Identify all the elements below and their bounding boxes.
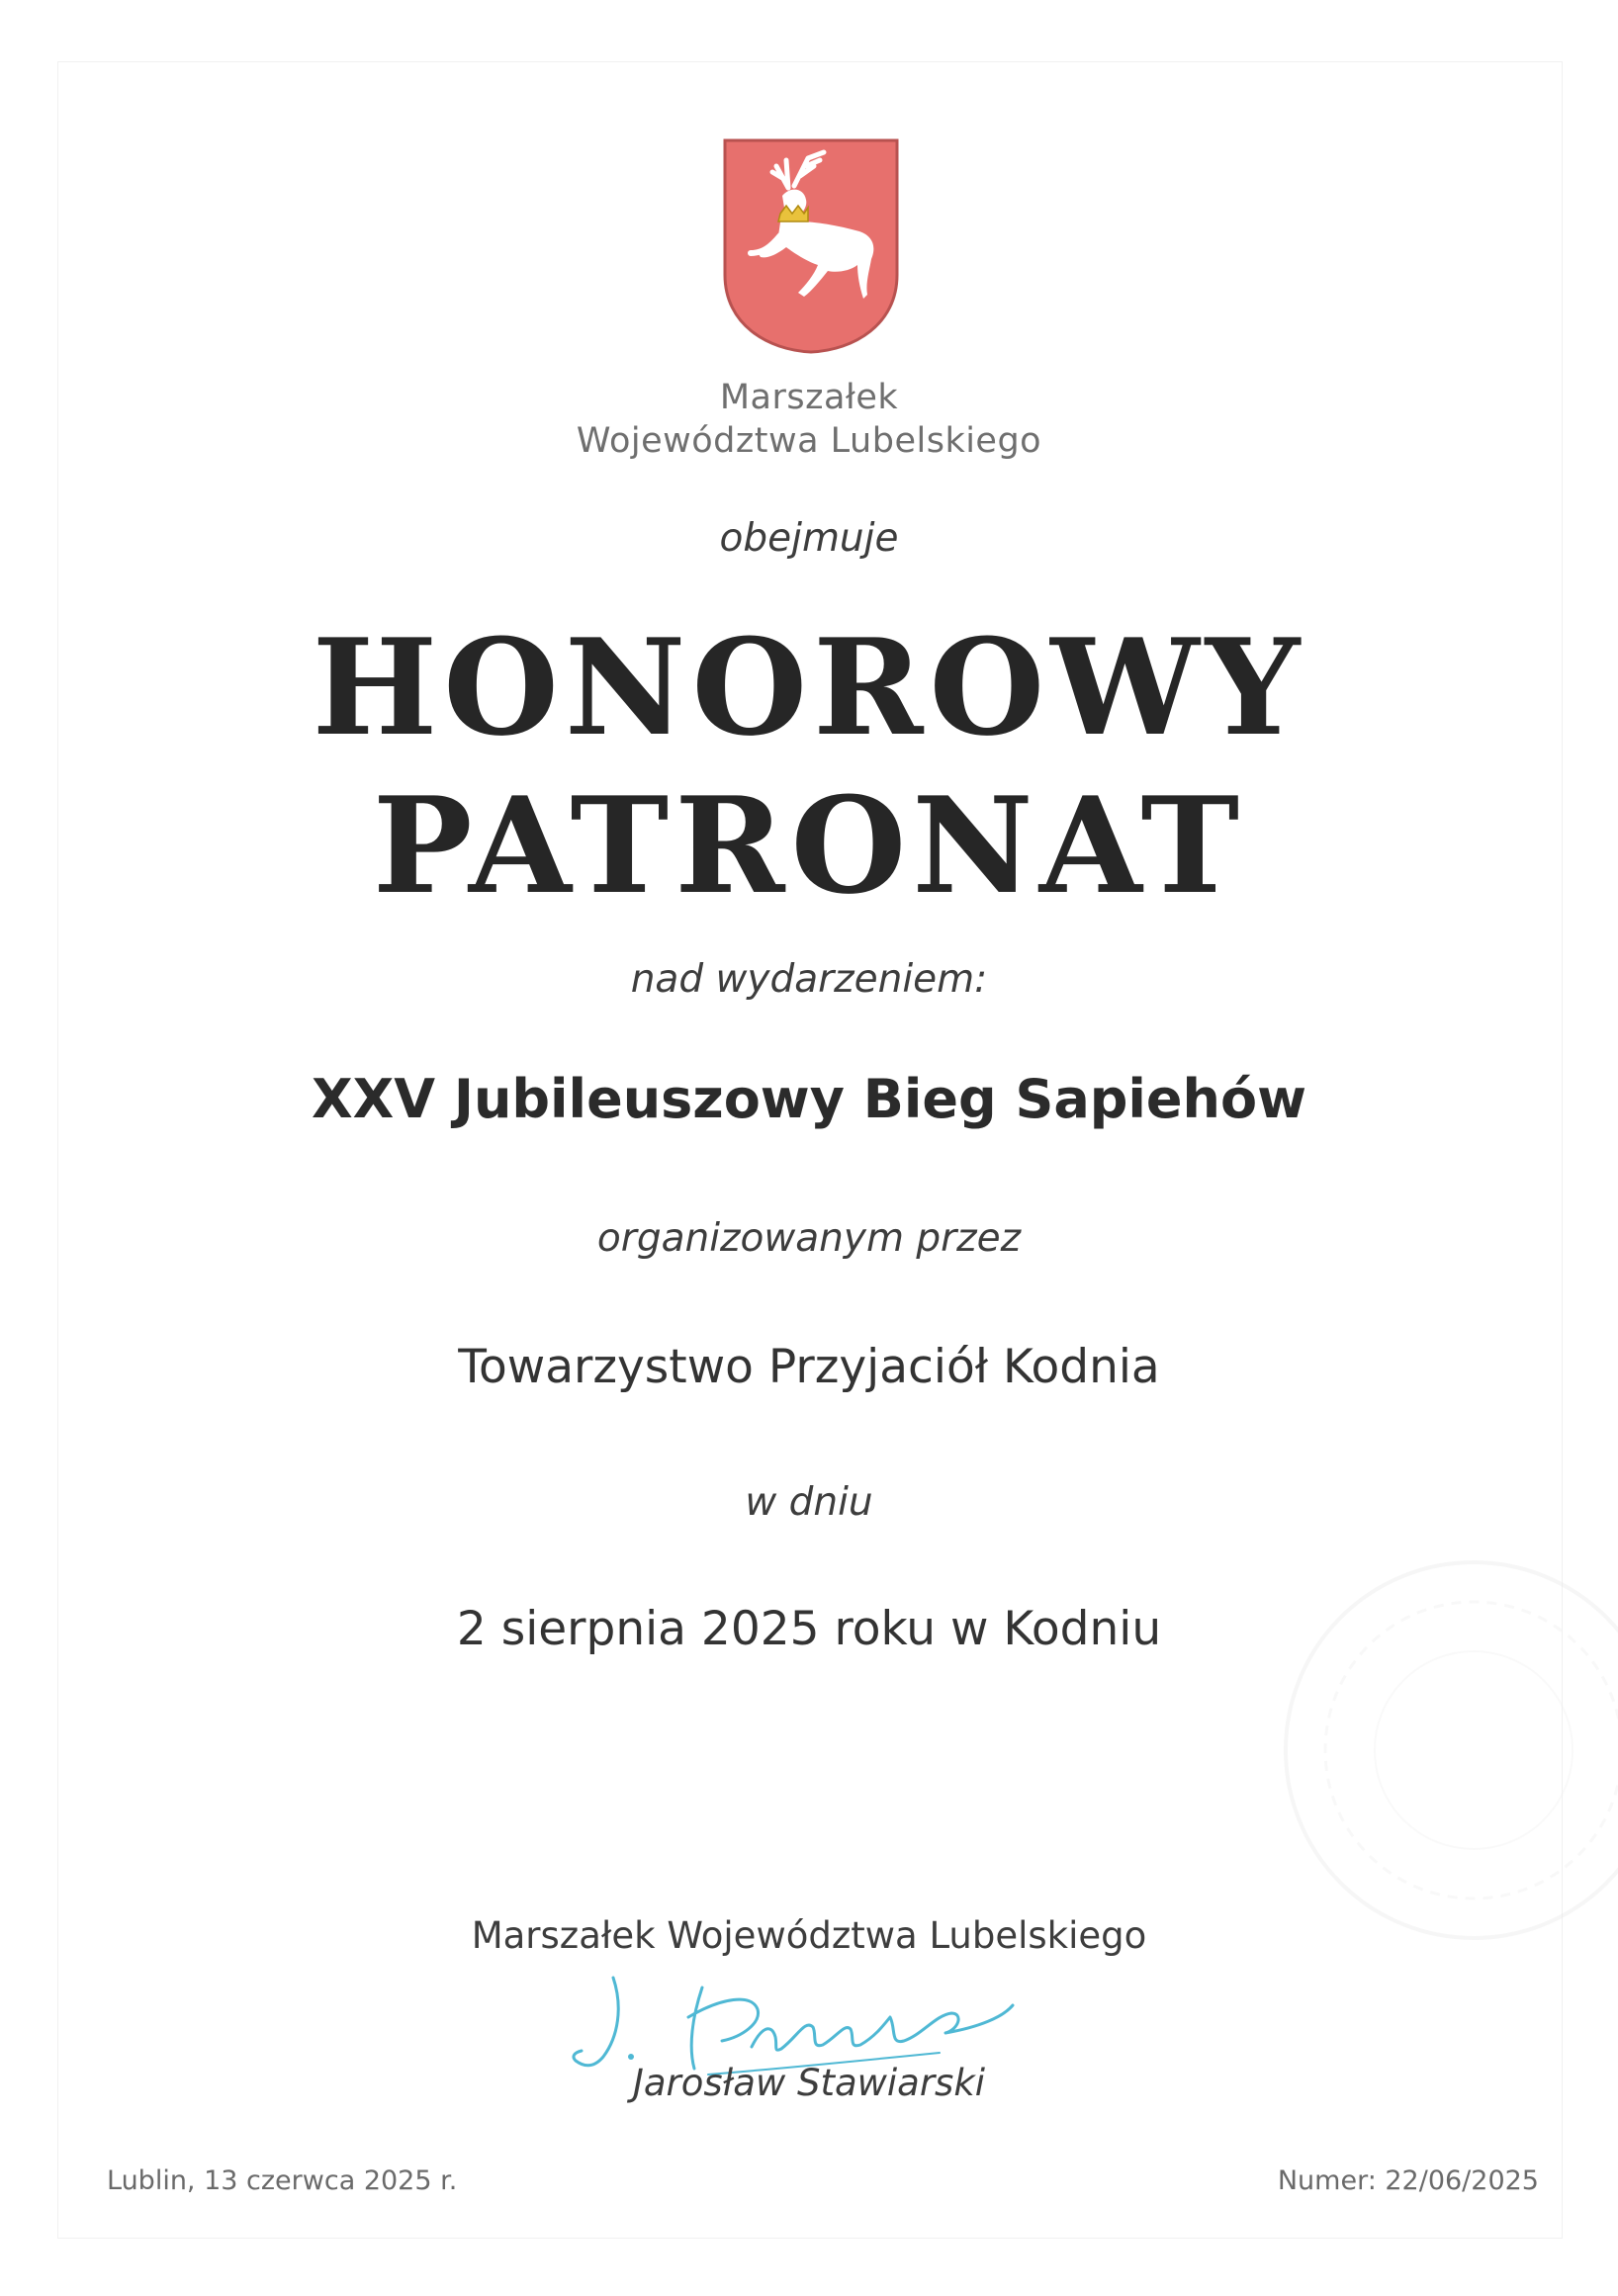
title-line-2: PATRONAT xyxy=(372,767,1246,924)
title-line-1: HONOROWY xyxy=(312,609,1306,765)
event-name: XXV Jubileuszowy Bieg Sapiehów xyxy=(312,1068,1306,1130)
organizer-name: Towarzystwo Przyjaciół Kodnia xyxy=(458,1340,1160,1394)
footer-number: Numer: 22/06/2025 xyxy=(1277,2165,1539,2196)
signatory-name: Jarosław Stawiarski xyxy=(632,2062,986,2104)
crest-icon xyxy=(721,136,901,356)
seal-icon xyxy=(1266,1543,1618,1958)
issuer-line-1: Marszałek xyxy=(719,378,899,417)
event-date: 2 sierpnia 2025 roku w Kodniu xyxy=(456,1602,1162,1656)
intro-text: obejmuje xyxy=(719,516,899,561)
over-label: nad wydarzeniem: xyxy=(630,957,988,1002)
organizer-label: organizowanym przez xyxy=(596,1216,1022,1261)
date-label: w dniu xyxy=(745,1480,873,1525)
issuer-title xyxy=(0,378,1618,461)
signatory-title: Marszałek Województwa Lubelskiego xyxy=(471,1914,1147,1957)
footer-place-date: Lublin, 13 czerwca 2025 r. xyxy=(107,2165,458,2196)
issuer-line-2: Województwa Lubelskiego xyxy=(576,421,1042,461)
